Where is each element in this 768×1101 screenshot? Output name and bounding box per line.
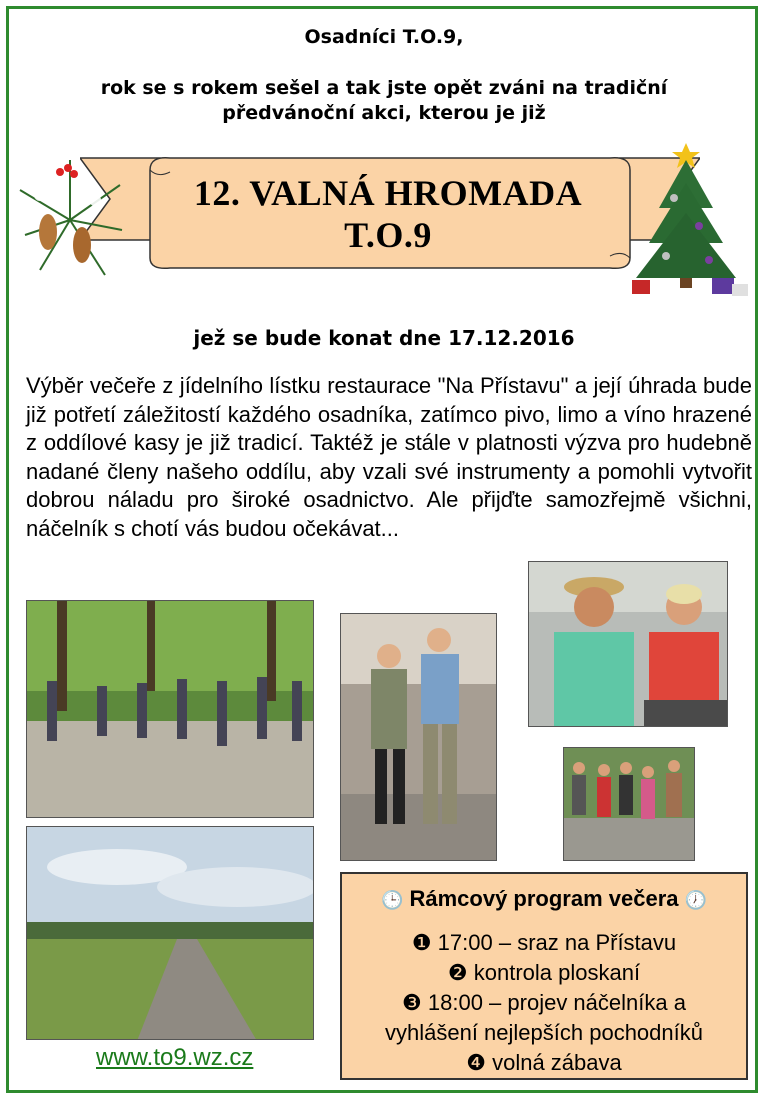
couple-portrait-photo: [528, 561, 728, 727]
event-title-line-2: T.O.9: [344, 215, 432, 255]
christmas-tree-image: [624, 138, 754, 300]
landscape-road-photo: [26, 826, 314, 1040]
event-title-line-1: 12. VALNÁ HROMADA: [193, 173, 583, 213]
group-photo-illustration: [564, 748, 695, 861]
program-item-1: ❶ 17:00 – sraz na Přístavu: [411, 930, 677, 955]
event-title: [150, 172, 626, 256]
program-item-3: ❸ 18:00 – projev náčelníka a: [402, 990, 686, 1015]
program-item-2: ❷ kontrola ploskaní: [447, 960, 641, 985]
group-hike-forest-photo: [26, 600, 314, 818]
invitation-text: Výběr večeře z jídelního lístku restaurace "Na Přístavu" a její úhrada bude již potřetí záležitostí každého osadníka, zatímco pivo, limo a víno hrazené z oddílové kasy je již tradicí. Taktéž je stále v platnosti výzva pro hudebně nadané členy našeho oddílu, aby vzali své instrumenty a pomohli vytvořit dobrou náladu pro široké osadnictvo. Ale přijďte samozřejmě všichni, náčelník s chotí vás budou očekávat...: [26, 373, 752, 541]
event-date: jež se bude konat dne 17.12.2016: [193, 326, 575, 350]
group-hike-forest-illustration: [27, 601, 314, 818]
couple-on-street-photo: [340, 613, 497, 861]
intro-line-1: rok se s rokem sešel a tak jste opět zváni na tradiční: [100, 77, 668, 99]
program-item-4: ❹ volná zábava: [466, 1050, 622, 1075]
website-link[interactable]: www.to9.wz.cz: [96, 1044, 254, 1071]
group-photo-small: [563, 747, 695, 861]
landscape-road-illustration: [27, 827, 314, 1040]
pine-branch-image: [10, 150, 128, 295]
program-item-3-continued: vyhlášení nejlepších pochodníků: [385, 1020, 703, 1045]
intro-line-2: předvánoční akci, kterou je již: [222, 102, 546, 124]
program-title-row: [342, 886, 746, 912]
couple-on-street-illustration: [341, 614, 497, 861]
clock-icon: 🕒: [380, 890, 404, 910]
clock-icon-right: 🕖: [684, 890, 708, 910]
program-box: [340, 872, 748, 1080]
program-title: Rámcový program večera: [409, 886, 679, 911]
intro-text: [0, 76, 768, 126]
couple-portrait-illustration: [529, 562, 728, 727]
greeting: Osadníci T.O.9,: [304, 26, 464, 48]
